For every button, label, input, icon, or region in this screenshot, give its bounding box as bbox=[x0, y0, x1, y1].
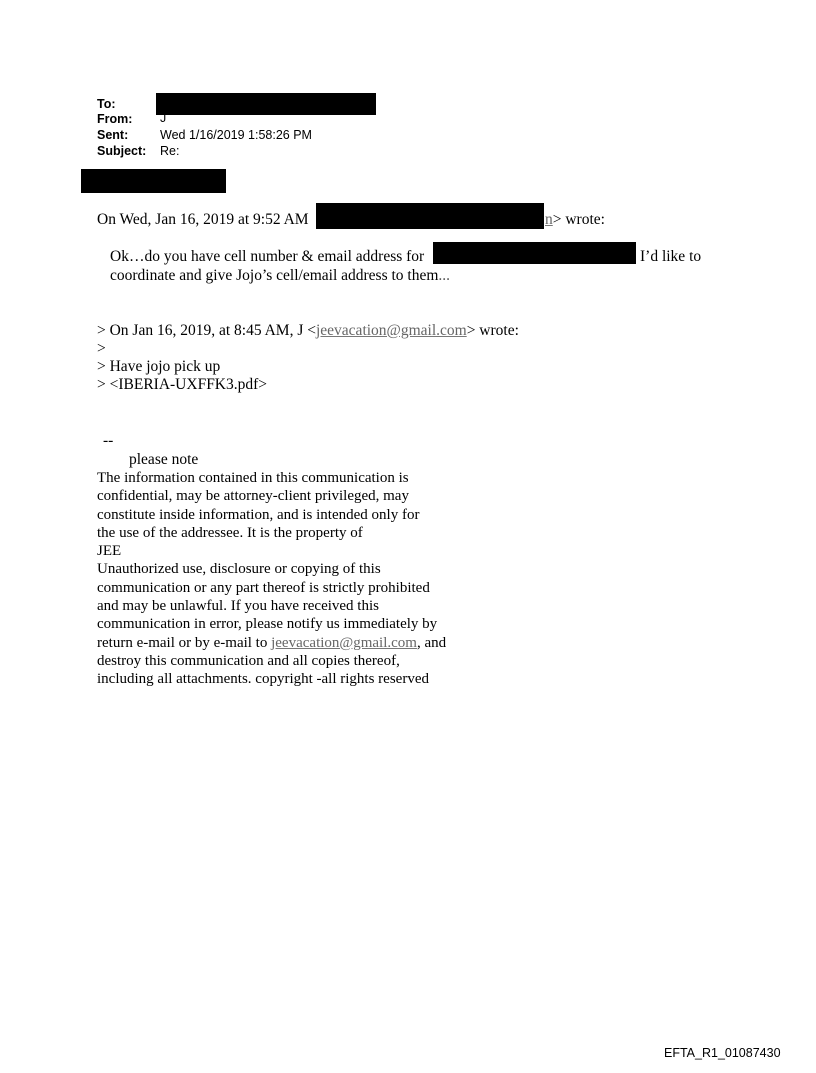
reply-address-tail[interactable]: n bbox=[545, 211, 553, 228]
disclaimer-line: confidential, may be attorney-client privileged, may bbox=[97, 488, 409, 505]
reply-line1-start: Ok…do you have cell number & email address for bbox=[110, 248, 425, 265]
disclaimer-email-link[interactable]: jeevacation@gmail.com bbox=[271, 634, 417, 651]
reply-body-line-1-end: I’d like to bbox=[640, 248, 702, 265]
signature-dashes: -- bbox=[103, 432, 114, 449]
redaction-reply-address bbox=[316, 203, 544, 229]
quoted-line-4: > <IBERIA-UXFFK3.pdf> bbox=[97, 376, 268, 393]
document-id: EFTA_R1_01087430 bbox=[664, 1046, 781, 1060]
disclaimer-line: including all attachments. copyright -all rights reserved bbox=[97, 671, 429, 688]
quoted-prefix: > On Jan 16, 2019, at 8:45 AM, J < bbox=[97, 322, 316, 339]
redaction-greeting bbox=[81, 169, 226, 193]
disclaimer-line: communication or any part thereof is strictly prohibited bbox=[97, 579, 430, 596]
disclaimer-email-suffix: , and bbox=[416, 634, 447, 651]
disclaimer-line: JEE bbox=[97, 543, 122, 560]
subject-label: Subject: bbox=[97, 144, 147, 158]
disclaimer-line: and may be unlawful. If you have received this bbox=[97, 598, 379, 615]
disclaimer-line: communication in error, please notify us immediately by bbox=[97, 616, 438, 633]
disclaimer-line: constitute inside information, and is intended only for bbox=[97, 506, 420, 523]
disclaimer-line: The information contained in this communication is bbox=[97, 470, 409, 486]
reply-wrote-text: > wrote: bbox=[552, 211, 605, 228]
disclaimer-email-prefix: return e-mail or by e-mail to bbox=[97, 634, 272, 651]
reply-wrote bbox=[545, 210, 605, 230]
disclaimer-line: destroy this communication and all copies thereof, bbox=[97, 652, 400, 669]
reply-date: On Wed, Jan 16, 2019 at 9:52 AM bbox=[97, 211, 309, 228]
quoted-email-link[interactable]: jeevacation@gmail.com bbox=[315, 322, 467, 339]
sent-label: Sent: bbox=[97, 128, 129, 142]
disclaimer-block bbox=[97, 469, 446, 689]
quoted-suffix: > wrote: bbox=[466, 322, 519, 339]
quoted-line-1 bbox=[97, 321, 519, 341]
disclaimer-line: the use of the addressee. It is the property of bbox=[97, 524, 363, 541]
reply-attribution bbox=[97, 210, 309, 230]
reply-body-line-2 bbox=[110, 266, 450, 286]
sent-value: Wed 1/16/2019 1:58:26 PM bbox=[160, 128, 312, 142]
to-label: To: bbox=[97, 97, 116, 111]
reply-body-line-1 bbox=[110, 247, 424, 267]
from-label: From: bbox=[97, 112, 133, 126]
from-value: J bbox=[160, 111, 167, 125]
quoted-line-2: > bbox=[97, 340, 106, 357]
quoted-line-3: > Have jojo pick up bbox=[97, 358, 221, 375]
signature-note: please note bbox=[129, 451, 199, 468]
redaction-contact-name bbox=[433, 242, 636, 264]
redaction-to bbox=[156, 93, 376, 115]
reply-line2-ellipsis: ... bbox=[438, 267, 451, 284]
subject-value: Re: bbox=[160, 144, 180, 158]
reply-line2-text: coordinate and give Jojo’s cell/email address to them bbox=[110, 267, 439, 284]
disclaimer-line: Unauthorized use, disclosure or copying of this bbox=[97, 561, 381, 578]
disclaimer-line-email bbox=[97, 634, 446, 652]
